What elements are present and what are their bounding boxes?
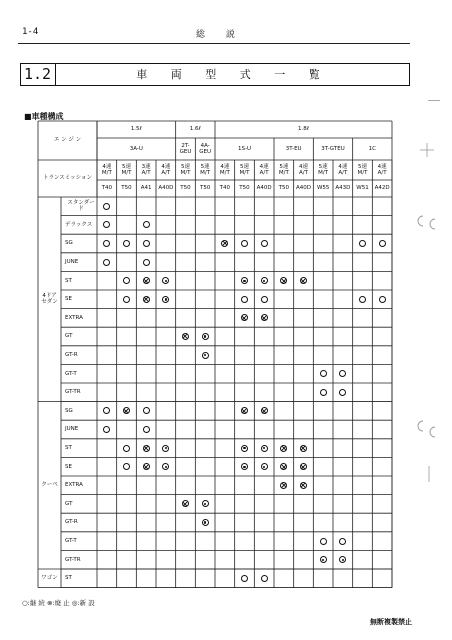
new-mark-icon bbox=[254, 439, 274, 458]
trim-label: GT-T bbox=[65, 370, 77, 377]
displacement-group: 1.6ℓ bbox=[189, 126, 201, 133]
double-circle-icon bbox=[162, 296, 169, 303]
transmission-type: 5速 M/T bbox=[357, 163, 368, 176]
continued-mark-icon bbox=[117, 271, 137, 290]
transmission-code: A40D bbox=[158, 185, 174, 192]
discontinued-mark-icon bbox=[136, 271, 156, 290]
trim-label: SG bbox=[65, 240, 73, 247]
page-header-title: 総 説 bbox=[196, 30, 244, 40]
circle-icon bbox=[320, 389, 327, 396]
circle-icon bbox=[103, 407, 110, 414]
transmission-type: 5速 M/T bbox=[200, 163, 211, 176]
new-mark-icon bbox=[235, 271, 255, 290]
circle-icon bbox=[241, 240, 248, 247]
discontinued-mark-icon bbox=[235, 402, 255, 421]
transmission-type: 4速 A/T bbox=[377, 163, 387, 176]
continued-mark-icon bbox=[254, 234, 274, 253]
circle-icon bbox=[320, 538, 327, 545]
double-circle-icon bbox=[162, 277, 169, 284]
circle-icon bbox=[379, 240, 386, 247]
discontinued-mark-icon bbox=[235, 309, 255, 328]
new-mark-icon bbox=[235, 439, 255, 458]
circle-x-icon bbox=[143, 463, 150, 470]
continued-mark-icon bbox=[97, 216, 117, 235]
continued-mark-icon bbox=[235, 290, 255, 309]
continued-mark-icon bbox=[117, 290, 137, 309]
continued-mark-icon bbox=[117, 234, 137, 253]
double-circle-icon bbox=[202, 333, 209, 340]
new-mark-icon bbox=[195, 327, 215, 346]
circle-x-icon bbox=[143, 277, 150, 284]
circle-x-icon bbox=[261, 314, 268, 321]
continued-mark-icon bbox=[353, 290, 373, 309]
trim-label: ST bbox=[65, 575, 72, 582]
circle-icon bbox=[339, 538, 346, 545]
margin-mark-3 bbox=[415, 212, 445, 230]
engine-model: 2T-GEU bbox=[179, 142, 192, 155]
circle-x-icon bbox=[123, 407, 130, 414]
body-type-label: クーペ bbox=[41, 482, 58, 489]
page-number: 1-4 bbox=[22, 27, 39, 37]
circle-x-icon bbox=[182, 500, 189, 507]
discontinued-mark-icon bbox=[274, 476, 294, 495]
circle-icon bbox=[103, 221, 110, 228]
transmission-code: A43D bbox=[335, 185, 351, 192]
legend: ○:継 続 ⊗:廃 止 ◎:新 設 bbox=[22, 599, 95, 607]
circle-x-icon bbox=[300, 463, 307, 470]
circle-icon bbox=[103, 203, 110, 210]
new-mark-icon bbox=[235, 457, 255, 476]
trim-label: GT-T bbox=[65, 537, 77, 544]
circle-icon bbox=[261, 575, 268, 582]
continued-mark-icon bbox=[117, 457, 137, 476]
circle-icon bbox=[241, 575, 248, 582]
trim-label: GT bbox=[65, 333, 73, 340]
circle-x-icon bbox=[280, 463, 287, 470]
circle-x-icon bbox=[280, 482, 287, 489]
circle-icon bbox=[339, 389, 346, 396]
new-mark-icon bbox=[195, 513, 215, 532]
transmission-type: 4速 A/T bbox=[298, 163, 308, 176]
engine-model: 1C bbox=[368, 145, 376, 152]
continued-mark-icon bbox=[97, 234, 117, 253]
transmission-type: 5速 M/T bbox=[180, 163, 191, 176]
trim-label: GT-TR bbox=[65, 389, 81, 396]
circle-icon bbox=[241, 296, 248, 303]
double-circle-icon bbox=[241, 445, 248, 452]
continued-mark-icon bbox=[333, 383, 353, 402]
circle-icon bbox=[143, 407, 150, 414]
transmission-type: 4速 M/T bbox=[101, 163, 112, 176]
continued-mark-icon bbox=[97, 253, 117, 272]
margin-mark-1 bbox=[428, 100, 440, 101]
transmission-code: A40D bbox=[256, 185, 272, 192]
circle-icon bbox=[123, 296, 130, 303]
trim-label: GT bbox=[65, 500, 73, 507]
body-type-label: ワゴン bbox=[41, 575, 58, 582]
circle-icon bbox=[123, 463, 130, 470]
transmission-header-label: トランスミッション bbox=[42, 175, 93, 182]
circle-x-icon bbox=[300, 482, 307, 489]
scribble-icon bbox=[415, 418, 445, 440]
trim-label: ST bbox=[65, 277, 72, 284]
double-circle-icon bbox=[261, 277, 268, 284]
new-mark-icon bbox=[156, 457, 176, 476]
circle-icon bbox=[379, 296, 386, 303]
circle-x-icon bbox=[261, 407, 268, 414]
displacement-group: 1.5ℓ bbox=[130, 126, 142, 133]
trim-label: デラックス bbox=[65, 221, 93, 228]
continued-mark-icon bbox=[313, 383, 333, 402]
trim-label: SE bbox=[65, 463, 72, 470]
continued-mark-icon bbox=[353, 234, 373, 253]
transmission-code: T40 bbox=[219, 185, 230, 192]
transmission-type: 4速 A/T bbox=[259, 163, 269, 176]
continued-mark-icon bbox=[97, 420, 117, 439]
new-mark-icon bbox=[333, 550, 353, 569]
circle-icon bbox=[123, 277, 130, 284]
double-circle-icon bbox=[261, 445, 268, 452]
continued-mark-icon bbox=[313, 364, 333, 383]
transmission-code: A42D bbox=[374, 185, 390, 192]
engine-model: 1S-U bbox=[237, 145, 251, 152]
transmission-code: T50 bbox=[121, 185, 132, 192]
new-mark-icon bbox=[156, 290, 176, 309]
discontinued-mark-icon bbox=[176, 495, 196, 514]
scribble-icon bbox=[415, 212, 445, 230]
continued-mark-icon bbox=[372, 290, 392, 309]
circle-icon bbox=[143, 240, 150, 247]
double-circle-icon bbox=[202, 500, 209, 507]
double-circle-icon bbox=[241, 277, 248, 284]
circle-icon bbox=[359, 296, 366, 303]
margin-mark-4 bbox=[415, 418, 445, 440]
new-mark-icon bbox=[195, 495, 215, 514]
discontinued-mark-icon bbox=[274, 271, 294, 290]
cross-mark-icon bbox=[420, 143, 434, 157]
engine-model: 3T-EU bbox=[285, 145, 302, 152]
continued-mark-icon bbox=[117, 439, 137, 458]
double-circle-icon bbox=[202, 352, 209, 359]
double-circle-icon bbox=[261, 463, 268, 470]
double-circle-icon bbox=[320, 556, 327, 563]
footer-note: 無断複製禁止 bbox=[370, 618, 412, 626]
discontinued-mark-icon bbox=[274, 439, 294, 458]
circle-icon bbox=[143, 259, 150, 266]
displacement-group: 1.8ℓ bbox=[297, 126, 310, 133]
transmission-code: A41 bbox=[140, 185, 152, 192]
trim-label: SE bbox=[65, 296, 72, 303]
circle-icon bbox=[261, 296, 268, 303]
circle-x-icon bbox=[280, 277, 287, 284]
circle-x-icon bbox=[280, 445, 287, 452]
section-title: 車 両 型 式 一 覧 bbox=[136, 68, 330, 81]
discontinued-mark-icon bbox=[294, 271, 314, 290]
transmission-type: 4速 M/T bbox=[219, 163, 230, 176]
continued-mark-icon bbox=[136, 402, 156, 421]
circle-x-icon bbox=[300, 445, 307, 452]
transmission-code: T50 bbox=[199, 185, 211, 192]
circle-icon bbox=[143, 426, 150, 433]
circle-icon bbox=[123, 445, 130, 452]
circle-icon bbox=[320, 370, 327, 377]
circle-icon bbox=[261, 240, 268, 247]
trim-label: EXTRA bbox=[65, 314, 83, 321]
trim-label: JUNE bbox=[65, 426, 79, 433]
discontinued-mark-icon bbox=[215, 234, 235, 253]
transmission-code: T50 bbox=[239, 185, 250, 192]
circle-icon bbox=[103, 240, 110, 247]
discontinued-mark-icon bbox=[274, 457, 294, 476]
circle-icon bbox=[359, 240, 366, 247]
circle-x-icon bbox=[241, 407, 248, 414]
transmission-type: 4速 A/T bbox=[161, 163, 171, 176]
transmission-type: 5速 M/T bbox=[239, 163, 250, 176]
discontinued-mark-icon bbox=[117, 402, 137, 421]
new-mark-icon bbox=[156, 271, 176, 290]
trim-label: EXTRA bbox=[65, 482, 83, 489]
double-circle-icon bbox=[162, 463, 169, 470]
continued-mark-icon bbox=[235, 569, 255, 588]
continued-mark-icon bbox=[254, 290, 274, 309]
discontinued-mark-icon bbox=[136, 290, 156, 309]
trim-label: ST bbox=[65, 444, 72, 451]
circle-icon bbox=[103, 259, 110, 266]
double-circle-icon bbox=[202, 519, 209, 526]
circle-x-icon bbox=[182, 333, 189, 340]
double-circle-icon bbox=[162, 445, 169, 452]
continued-mark-icon bbox=[333, 364, 353, 383]
continued-mark-icon bbox=[97, 197, 117, 216]
circle-icon bbox=[143, 221, 150, 228]
transmission-code: T50 bbox=[180, 185, 191, 192]
continued-mark-icon bbox=[136, 420, 156, 439]
engine-header-label: エ ン ジ ン bbox=[53, 137, 82, 144]
new-mark-icon bbox=[313, 550, 333, 569]
circle-icon bbox=[103, 426, 110, 433]
discontinued-mark-icon bbox=[254, 309, 274, 328]
continued-mark-icon bbox=[97, 402, 117, 421]
circle-icon bbox=[123, 240, 130, 247]
discontinued-mark-icon bbox=[254, 402, 274, 421]
transmission-code: A40D bbox=[295, 185, 311, 192]
transmission-code: W55 bbox=[316, 185, 330, 192]
transmission-type: 5速 M/T bbox=[121, 163, 132, 176]
margin-mark-5 bbox=[426, 466, 432, 482]
discontinued-mark-icon bbox=[136, 457, 156, 476]
continued-mark-icon bbox=[136, 216, 156, 235]
transmission-code: T40 bbox=[101, 185, 112, 192]
trim-label: SG bbox=[65, 407, 73, 414]
transmission-type: 3速 A/T bbox=[141, 163, 151, 176]
engine-model: 3A-U bbox=[129, 145, 143, 152]
transmission-type: 5速 M/T bbox=[278, 163, 289, 176]
engine-model: 4A-GEU bbox=[199, 142, 212, 155]
tick-mark-icon bbox=[426, 466, 432, 482]
engine-model: 3T-GTEU bbox=[321, 145, 345, 152]
trim-label: スタンダード bbox=[67, 199, 95, 213]
section-number: 1.2 bbox=[20, 63, 56, 86]
continued-mark-icon bbox=[333, 532, 353, 551]
transmission-code: W51 bbox=[356, 185, 369, 192]
double-circle-icon bbox=[339, 556, 346, 563]
circle-icon bbox=[339, 370, 346, 377]
double-circle-icon bbox=[241, 463, 248, 470]
discontinued-mark-icon bbox=[176, 327, 196, 346]
transmission-code: T50 bbox=[278, 185, 289, 192]
continued-mark-icon bbox=[372, 234, 392, 253]
circle-x-icon bbox=[221, 240, 228, 247]
transmission-type: 5速 M/T bbox=[318, 163, 329, 176]
new-mark-icon bbox=[254, 457, 274, 476]
discontinued-mark-icon bbox=[136, 439, 156, 458]
discontinued-mark-icon bbox=[294, 457, 314, 476]
sub-heading: ■車種構成 bbox=[24, 112, 64, 121]
transmission-type: 4速 A/T bbox=[338, 163, 348, 176]
body-type-label: 4ドア セダン bbox=[41, 292, 58, 306]
continued-mark-icon bbox=[136, 234, 156, 253]
discontinued-mark-icon bbox=[294, 439, 314, 458]
new-mark-icon bbox=[195, 346, 215, 365]
continued-mark-icon bbox=[235, 234, 255, 253]
margin-mark-2 bbox=[420, 142, 434, 156]
circle-x-icon bbox=[300, 277, 307, 284]
continued-mark-icon bbox=[313, 532, 333, 551]
continued-mark-icon bbox=[136, 253, 156, 272]
circle-x-icon bbox=[241, 314, 248, 321]
continued-mark-icon bbox=[254, 569, 274, 588]
trim-label: GT-R bbox=[65, 351, 78, 358]
discontinued-mark-icon bbox=[294, 476, 314, 495]
new-mark-icon bbox=[156, 439, 176, 458]
circle-x-icon bbox=[143, 296, 150, 303]
trim-label: JUNE bbox=[65, 258, 79, 265]
circle-x-icon bbox=[143, 445, 150, 452]
new-mark-icon bbox=[254, 271, 274, 290]
trim-label: GT-TR bbox=[65, 556, 81, 563]
trim-label: GT-R bbox=[65, 519, 78, 526]
